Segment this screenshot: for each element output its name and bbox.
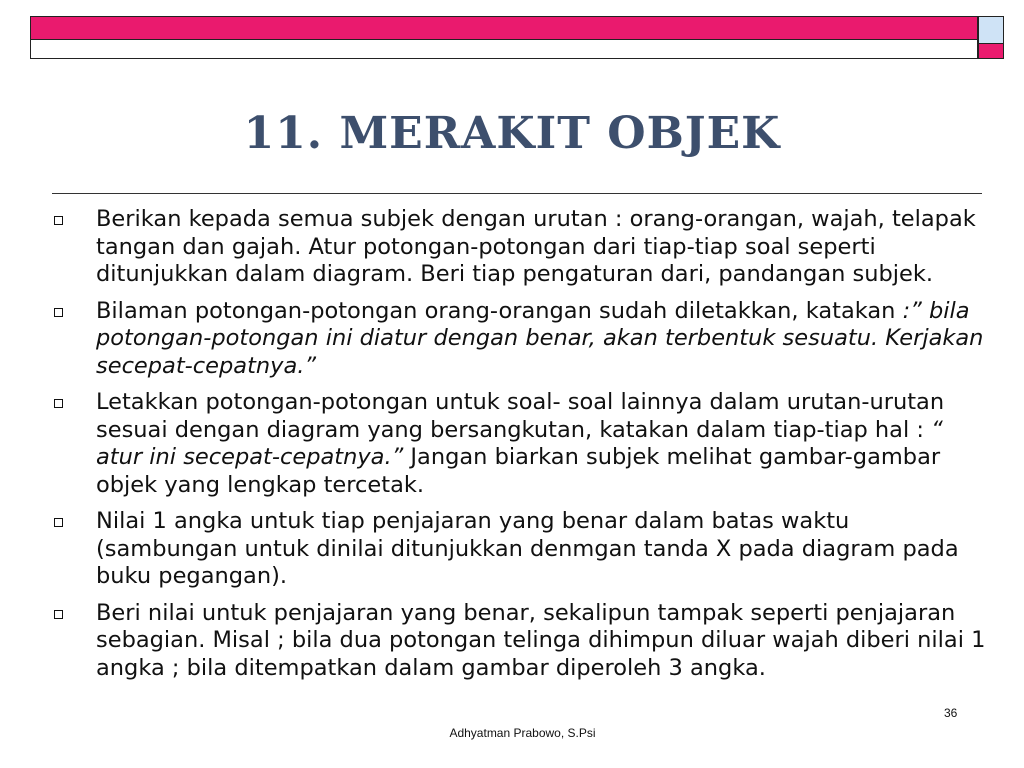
header-white-band	[30, 39, 978, 59]
square-bullet-icon	[54, 610, 63, 619]
bullet-text: Nilai 1 angka untuk tiap penjajaran yang benar dalam batas waktu (sambungan untuk dinilai ditunjukkan denmgan tanda X pada diagram pada buku pegangan).	[96, 508, 959, 589]
page-number: 36	[944, 706, 958, 720]
bullet-item	[52, 389, 992, 499]
bullet-item	[52, 206, 992, 289]
bullet-text: Letakkan potongan-potongan untuk soal- soal lainnya dalam urutan-urutan sesuai dengan diagram yang bersangkutan, katakan dalam tiap-tiap hal :	[96, 389, 945, 443]
square-bullet-icon	[54, 308, 63, 317]
square-bullet-icon	[54, 216, 63, 225]
footer-author: Adhyatman Prabowo, S.Psi	[449, 726, 596, 740]
title-divider	[52, 193, 982, 194]
bullet-item	[52, 508, 992, 591]
corner-blue-square	[978, 16, 1004, 44]
corner-pink-square	[978, 44, 1004, 59]
slide-title: 11. MERAKIT OBJEK	[243, 108, 781, 159]
bullet-text-italic: “ atur ini secepat-cepatnya.”	[96, 416, 943, 470]
square-bullet-icon	[54, 399, 63, 408]
bullet-text: Bilaman potongan-potongan orang-orangan sudah diletakkan, katakan	[96, 297, 903, 324]
bullet-list	[52, 206, 992, 691]
bullet-text: Jangan biarkan subjek melihat gambar-gambar objek yang lengkap tercetak.	[96, 444, 941, 498]
bullet-text: Berikan kepada semua subjek dengan urutan : orang-orangan, wajah, telapak tangan dan gajah. Atur potongan-potongan dari tiap-tiap soal seperti ditunjukkan dalam diagram. Beri tiap pengaturan dari, pandangan subjek.	[96, 206, 976, 287]
bullet-item	[52, 600, 992, 683]
bullet-text: Beri nilai untuk penjajaran yang benar, sekalipun tampak seperti penjajaran sebagian. Misal ; bila dua potongan telinga dihimpun diluar wajah diberi nilai 1 angka ; bila ditempatkan dalam gambar diperoleh 3 angka.	[96, 599, 986, 681]
square-bullet-icon	[54, 518, 63, 527]
bullet-text-italic: :” bila potongan-potongan ini diatur dengan benar, akan terbentuk sesuatu. Kerjakan secepat-cepatnya.”	[96, 297, 984, 379]
header-pink-band	[30, 16, 978, 39]
bullet-item	[52, 298, 992, 381]
